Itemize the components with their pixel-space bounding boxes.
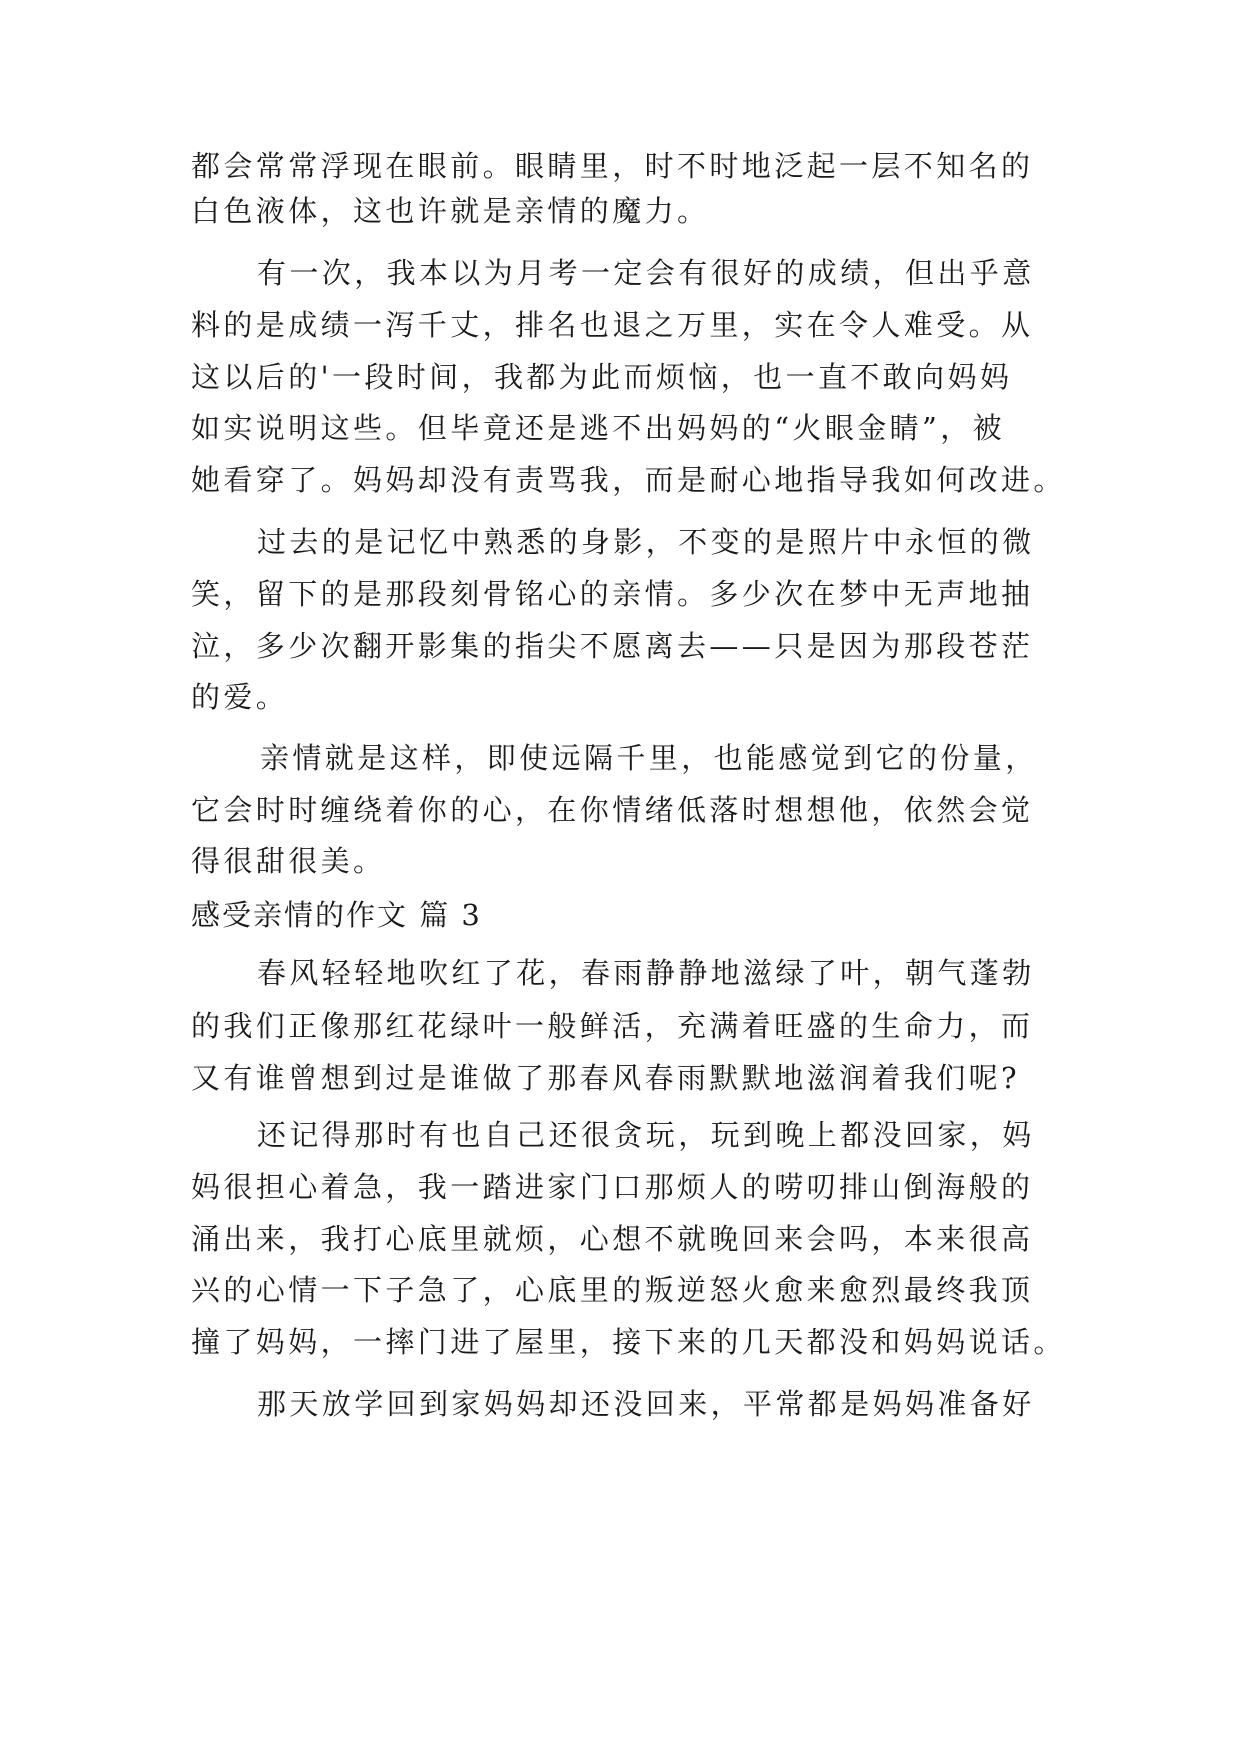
- paragraph-start: 过去的是记忆中熟悉的身影，不变的是照片中永恒的微: [257, 525, 1035, 559]
- text-line: 又有谁曾想到过是谁做了那春风春雨默默地滋润着我们呢?: [191, 1061, 1020, 1095]
- text-line: 泣，多少次翻开影集的指尖不愿离去——只是因为那段苍茫: [191, 629, 1034, 663]
- text-line: 得很甜很美。: [191, 844, 386, 878]
- text-line: 都会常常浮现在眼前。眼睛里，时不时地泛起一层不知名的: [191, 149, 1034, 183]
- text-line: 兴的心情一下子急了，心底里的叛逆怒火愈来愈烈最终我顶: [191, 1273, 1034, 1307]
- paragraph-start: 还记得那时有也自己还很贪玩，玩到晚上都没回家，妈: [257, 1118, 1035, 1152]
- text-line: 白色液体，这也许就是亲情的魔力。: [191, 194, 710, 228]
- text-line: 的爱。: [191, 680, 289, 714]
- paragraph-start: 春风轻轻地吹红了花，春雨静静地滋绿了叶，朝气蓬勃: [257, 956, 1035, 990]
- text-line: 妈很担心着急，我一踏进家门口那烦人的唠叨排山倒海般的: [191, 1170, 1034, 1204]
- text-line: 料的是成绩一泻千丈，排名也退之万里，实在令人难受。从: [191, 308, 1034, 342]
- paragraph-start: 亲情就是这样，即使远隔千里，也能感觉到它的份量，: [260, 741, 1038, 775]
- text-line: 笑，留下的是那段刻骨铭心的亲情。多少次在梦中无声地抽: [191, 577, 1034, 611]
- paragraph-start: 那天放学回到家妈妈却还没回来，平常都是妈妈准备好: [257, 1387, 1035, 1421]
- text-line: 如实说明这些。但毕竟还是逃不出妈妈的“火眼金睛”，被: [191, 411, 1006, 445]
- text-line: 这以后的'一段时间，我都为此而烦恼，也一直不敢向妈妈: [191, 360, 1013, 394]
- text-line: 它会时时缠绕着你的心，在你情绪低落时想想他，依然会觉: [191, 793, 1034, 827]
- section-heading: 感受亲情的作文 篇 3: [191, 898, 482, 932]
- text-line: 涌出来，我打心底里就烦，心想不就晚回来会吗，本来很高: [191, 1222, 1034, 1256]
- text-line: 她看穿了。妈妈却没有责骂我，而是耐心地指导我如何改进。: [191, 463, 1066, 497]
- paragraph-start: 有一次，我本以为月考一定会有很好的成绩，但出乎意: [257, 256, 1035, 290]
- text-line: 撞了妈妈，一摔门进了屋里，接下来的几天都没和妈妈说话。: [191, 1325, 1066, 1359]
- text-line: 的我们正像那红花绿叶一般鲜活，充满着旺盛的生命力，而: [191, 1009, 1034, 1043]
